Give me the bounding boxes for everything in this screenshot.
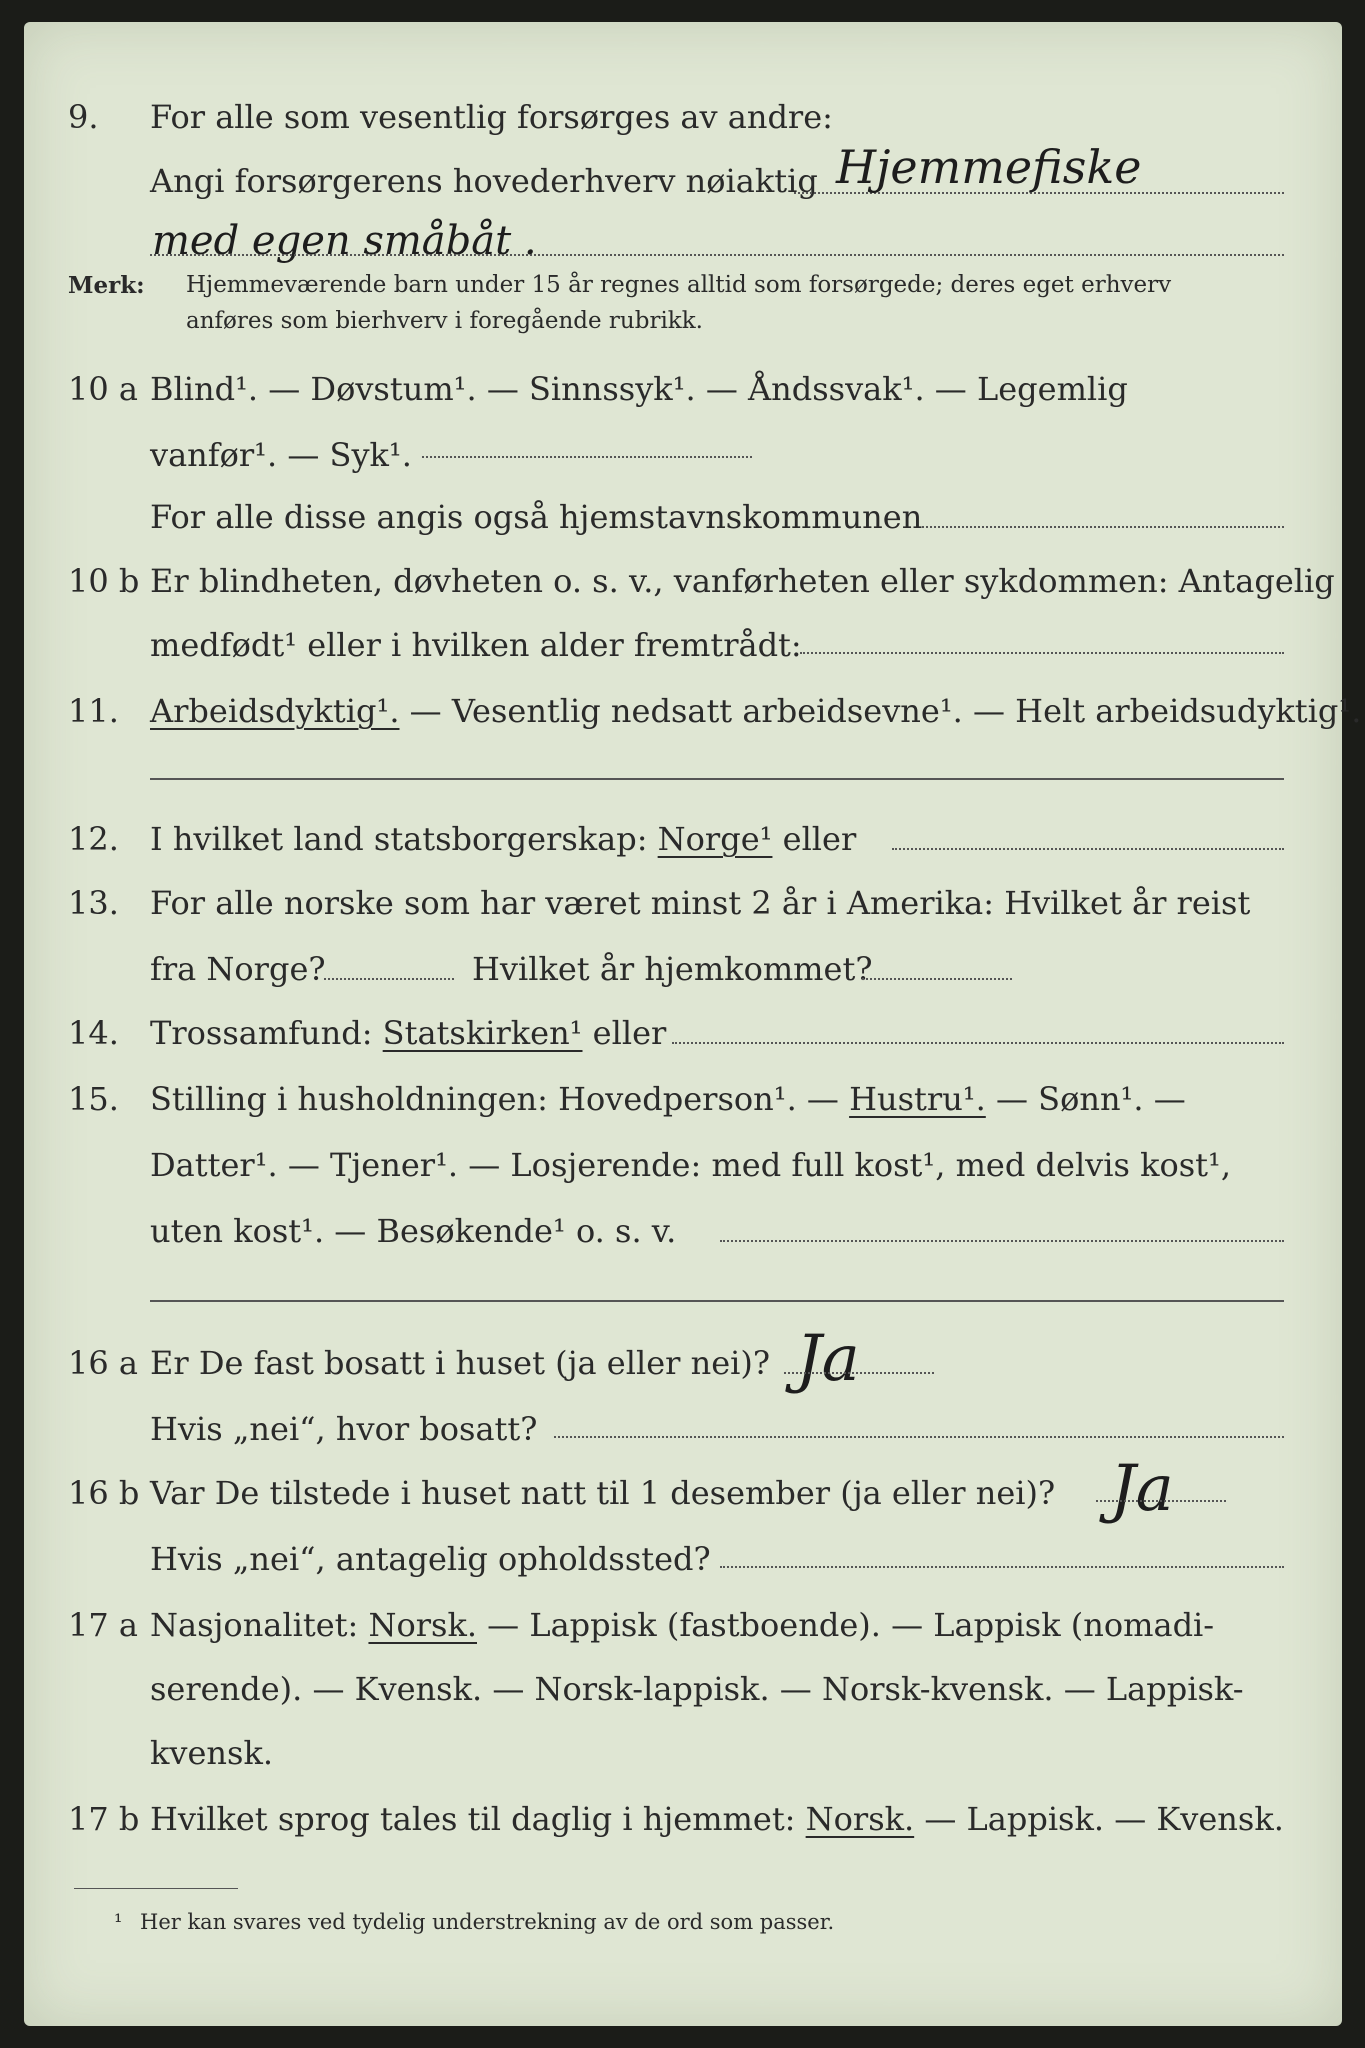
q9-text1: For alle som vesentlig forsørges av andre: bbox=[150, 98, 833, 136]
q11-marked-option: Arbeidsdyktig¹. bbox=[150, 692, 400, 730]
q17b-number: 17 b bbox=[68, 1800, 140, 1838]
q10a-text2: vanfør¹. — Syk¹. bbox=[150, 436, 412, 474]
q17b-marked-option: Norsk. bbox=[805, 1800, 915, 1838]
q10a-answer-line bbox=[422, 456, 752, 458]
q16a-number: 16 a bbox=[68, 1344, 138, 1382]
q17a-number: 17 a bbox=[68, 1606, 138, 1644]
census-form-page bbox=[24, 22, 1362, 2026]
q15-number: 15. bbox=[68, 1080, 119, 1118]
q13-text2a: fra Norge? bbox=[150, 950, 326, 988]
q12-suffix: eller bbox=[772, 820, 857, 858]
q13-year-left-line bbox=[324, 978, 454, 980]
q16a-text1: Er De fast bosatt i huset (ja eller nei)? bbox=[150, 1344, 771, 1382]
q12-prefix: I hvilket land statsborgerskap: bbox=[150, 820, 658, 858]
q12-marked-option: Norge¹ bbox=[657, 820, 773, 858]
q11-number: 11. bbox=[68, 692, 119, 730]
q10b-text1: Er blindheten, døvheten o. s. v., vanførheten eller sykdommen: Antagelig bbox=[150, 562, 1335, 600]
q16a-residence-line bbox=[554, 1436, 1284, 1438]
footnote-text: Her kan svares ved tydelig understrekning av de ord som passer. bbox=[140, 1910, 835, 1934]
merk-label: Merk: bbox=[68, 272, 145, 299]
q13-text2b: Hvilket år hjemkommet? bbox=[472, 950, 873, 988]
q15-answer-line2 bbox=[150, 1300, 1284, 1302]
q10a-text1: Blind¹. — Døvstum¹. — Sinnssyk¹. — Åndssvak¹. — Legemlig bbox=[150, 370, 1128, 408]
q16b-answer-line bbox=[1096, 1500, 1226, 1502]
q14-answer-line bbox=[672, 1042, 1284, 1044]
q12-answer-line bbox=[892, 848, 1284, 850]
q14-prefix: Trossamfund: bbox=[150, 1014, 383, 1052]
q15-text3: uten kost¹. — Besøkende¹ o. s. v. bbox=[150, 1212, 677, 1250]
q10b-number: 10 b bbox=[68, 562, 140, 600]
q17b-rest: — Lappisk. — Kvensk. bbox=[914, 1800, 1284, 1838]
merk-text2: anføres som bierhverv i foregående rubrikk. bbox=[186, 308, 703, 334]
q17b-prefix: Hvilket sprog tales til daglig i hjemmet: bbox=[150, 1800, 806, 1838]
q14-suffix: eller bbox=[582, 1014, 667, 1052]
q9-handwritten-answer2: med egen småbåt . bbox=[152, 218, 537, 264]
q10a-text3: For alle disse angis også hjemstavnskommunen bbox=[150, 498, 923, 536]
q16b-text1: Var De tilstede i huset natt til 1 desember (ja eller nei)? bbox=[150, 1474, 1056, 1512]
q16b-number: 16 b bbox=[68, 1474, 140, 1512]
footnote-rule bbox=[74, 1888, 238, 1889]
q16b-text2: Hvis „nei“, antagelig opholdssted? bbox=[150, 1540, 711, 1578]
q10a-municipality-line bbox=[922, 526, 1284, 528]
q10a-number: 10 a bbox=[68, 370, 138, 408]
q15-text1b: — Sønn¹. — bbox=[985, 1080, 1186, 1118]
q17a-marked-option: Norsk. bbox=[368, 1606, 477, 1644]
q13-year-returned-line bbox=[862, 978, 1012, 980]
q15-answer-line1 bbox=[720, 1240, 1284, 1242]
q9-handwritten-answer1: Hjemmefiske bbox=[836, 140, 1142, 194]
q11-answer-line bbox=[150, 778, 1284, 780]
q17a-prefix: Nasjonalitet: bbox=[150, 1606, 369, 1644]
q16a-handwritten-answer: Ja bbox=[796, 1322, 860, 1396]
q15-text1a: Stilling i husholdningen: Hovedperson¹. — bbox=[150, 1080, 850, 1118]
q16b-whereabouts-line bbox=[720, 1566, 1284, 1568]
footnote-mark: ¹ bbox=[114, 1910, 123, 1934]
q17a-text2: serende). — Kvensk. — Norsk-lappisk. — Norsk-kvensk. — Lappisk- bbox=[150, 1670, 1244, 1708]
q14-marked-option: Statskirken¹ bbox=[382, 1014, 583, 1052]
q13-number: 13. bbox=[68, 884, 119, 922]
q9-text2: Angi forsørgerens hovederhverv nøiaktig bbox=[150, 162, 818, 200]
q14-number: 14. bbox=[68, 1014, 119, 1052]
q17a-text3: kvensk. bbox=[150, 1734, 273, 1772]
q16a-text2: Hvis „nei“, hvor bosatt? bbox=[150, 1410, 538, 1448]
q11-other-options: — Vesentlig nedsatt arbeidsevne¹. — Helt arbeidsudyktig¹. bbox=[399, 692, 1362, 730]
q10b-answer-line bbox=[800, 652, 1284, 654]
q10b-text2: medfødt¹ eller i hvilken alder fremtrådt: bbox=[150, 626, 802, 664]
merk-text1: Hjemmeværende barn under 15 år regnes alltid som forsørgede; deres eget erhverv bbox=[186, 272, 1172, 298]
q15-text2: Datter¹. — Tjener¹. — Losjerende: med full kost¹, med delvis kost¹, bbox=[150, 1146, 1232, 1184]
q12-number: 12. bbox=[68, 820, 119, 858]
q9-number: 9. bbox=[68, 98, 99, 136]
q17a-text1: — Lappisk (fastboende). — Lappisk (nomadi- bbox=[477, 1606, 1215, 1644]
q15-marked-option: Hustru¹. bbox=[849, 1080, 986, 1118]
q9-answer-line2 bbox=[150, 254, 1284, 256]
q13-text1: For alle norske som har været minst 2 år i Amerika: Hvilket år reist bbox=[150, 884, 1251, 922]
q16a-answer-line bbox=[784, 1372, 934, 1374]
q16b-handwritten-answer: Ja bbox=[1110, 1452, 1174, 1526]
